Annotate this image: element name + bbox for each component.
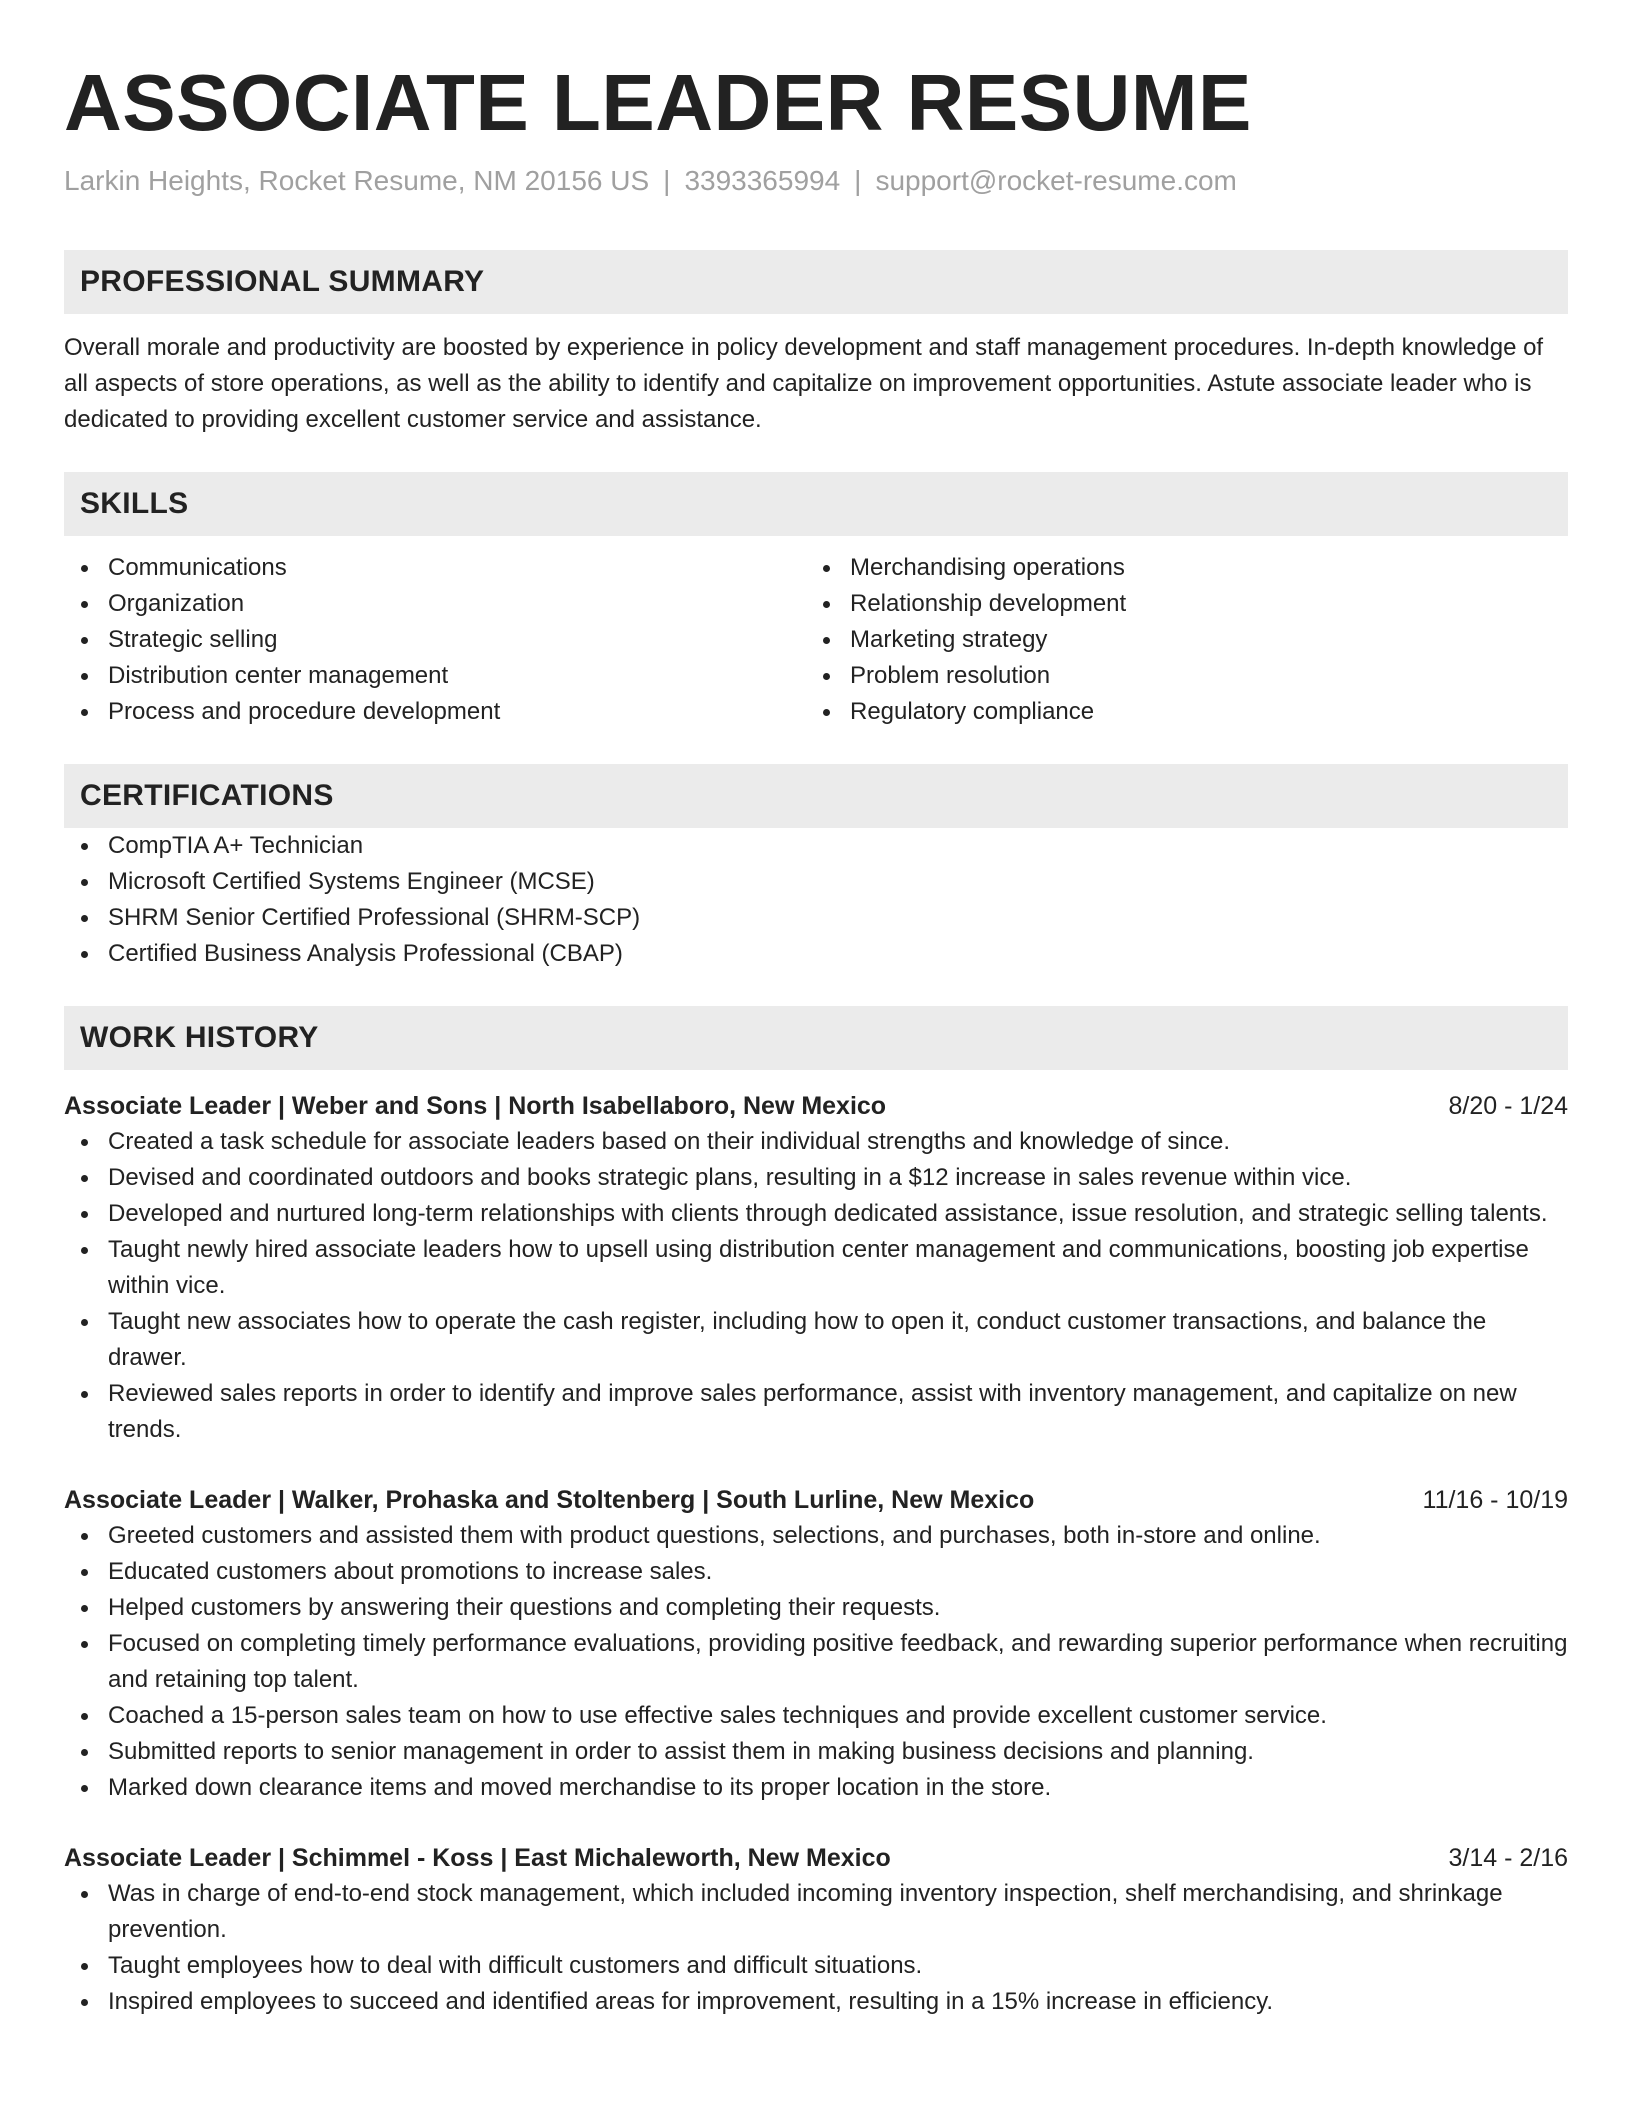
contact-email: support@rocket-resume.com xyxy=(875,165,1237,196)
skills-right-column xyxy=(806,550,1548,730)
job-header xyxy=(64,1088,1568,1124)
contact-separator: | xyxy=(854,165,862,196)
certification-item: SHRM Senior Certified Professional (SHRM-SCP) xyxy=(64,900,1568,936)
job-bullet: Taught newly hired associate leaders how to upsell using distribution center management and communications, boosting job expertise within vice. xyxy=(64,1232,1568,1304)
job-bullet: Was in charge of end-to-end stock management, which included incoming inventory inspection, shelf merchandising, and shrinkage prevention. xyxy=(64,1876,1568,1948)
job-dates: 11/16 - 10/19 xyxy=(1422,1486,1568,1514)
skill-item: Marketing strategy xyxy=(806,622,1548,658)
job-dates: 8/20 - 1/24 xyxy=(1448,1092,1568,1120)
skill-item: Communications xyxy=(64,550,806,586)
job-bullet: Taught employees how to deal with difficult customers and difficult situations. xyxy=(64,1948,1568,1984)
skill-item: Regulatory compliance xyxy=(806,694,1548,730)
resume-title: ASSOCIATE LEADER RESUME xyxy=(64,58,1252,147)
job-bullet: Developed and nurtured long-term relationships with clients through dedicated assistance, issue resolution, and strategic selling talents. xyxy=(64,1196,1568,1232)
skill-item: Problem resolution xyxy=(806,658,1548,694)
certifications-list xyxy=(64,828,1568,972)
job-bullet: Greeted customers and assisted them with product questions, selections, and purchases, both in-store and online. xyxy=(64,1518,1568,1554)
skill-item: Relationship development xyxy=(806,586,1548,622)
contact-address: Larkin Heights, Rocket Resume, NM 20156 US xyxy=(64,165,650,196)
certification-item: CompTIA A+ Technician xyxy=(64,828,1568,864)
job-bullets xyxy=(64,1876,1568,2020)
job-bullet: Submitted reports to senior management in order to assist them in making business decisions and planning. xyxy=(64,1734,1568,1770)
certification-item: Certified Business Analysis Professional (CBAP) xyxy=(64,936,1568,972)
contact-separator: | xyxy=(663,165,671,196)
job-bullet: Marked down clearance items and moved merchandise to its proper location in the store. xyxy=(64,1770,1568,1806)
skills-left-column xyxy=(64,550,806,730)
resume-page xyxy=(64,0,1568,2020)
certification-item: Microsoft Certified Systems Engineer (MCSE) xyxy=(64,864,1568,900)
job-bullets xyxy=(64,1124,1568,1448)
job-bullet: Educated customers about promotions to increase sales. xyxy=(64,1554,1568,1590)
job-bullet: Focused on completing timely performance evaluations, providing positive feedback, and rewarding superior performance when recruiting and retaining top talent. xyxy=(64,1626,1568,1698)
work-history-heading: WORK HISTORY xyxy=(64,1006,1568,1070)
job-bullet: Taught new associates how to operate the cash register, including how to open it, conduct customer transactions, and balance the drawer. xyxy=(64,1304,1568,1376)
summary-heading: PROFESSIONAL SUMMARY xyxy=(64,250,1568,314)
job-header xyxy=(64,1840,1568,1876)
skills-grid xyxy=(64,550,1568,730)
job-bullet: Created a task schedule for associate leaders based on their individual strengths and knowledge of since. xyxy=(64,1124,1568,1160)
skill-item: Merchandising operations xyxy=(806,550,1548,586)
skill-item: Distribution center management xyxy=(64,658,806,694)
job-title: Associate Leader | Weber and Sons | North Isabellaboro, New Mexico xyxy=(64,1092,887,1120)
job-bullets xyxy=(64,1518,1568,1806)
contact-line xyxy=(64,164,1568,198)
job-bullet: Helped customers by answering their questions and completing their requests. xyxy=(64,1590,1568,1626)
skill-item: Process and procedure development xyxy=(64,694,806,730)
job-bullet: Coached a 15-person sales team on how to use effective sales techniques and provide excellent customer service. xyxy=(64,1698,1568,1734)
summary-text: Overall morale and productivity are boosted by experience in policy development and staff management procedures. In-depth knowledge of all aspects of store operations, as well as the ability to identify and capitalize on improvement opportunities. Astute associate leader who is dedicated to providing excellent customer service and assistance. xyxy=(64,334,1544,433)
certifications-heading: CERTIFICATIONS xyxy=(64,764,1568,828)
job-bullet: Reviewed sales reports in order to identify and improve sales performance, assist with inventory management, and capitalize on new trends. xyxy=(64,1376,1568,1448)
job-dates: 3/14 - 2/16 xyxy=(1448,1844,1568,1872)
job-title: Associate Leader | Schimmel - Koss | East Michaleworth, New Mexico xyxy=(64,1844,891,1872)
job-header xyxy=(64,1482,1568,1518)
skills-heading: SKILLS xyxy=(64,472,1568,536)
job-title: Associate Leader | Walker, Prohaska and Stoltenberg | South Lurline, New Mexico xyxy=(64,1486,1035,1514)
skill-item: Strategic selling xyxy=(64,622,806,658)
job-bullet: Devised and coordinated outdoors and books strategic plans, resulting in a $12 increase in sales revenue within vice. xyxy=(64,1160,1568,1196)
contact-phone: 3393365994 xyxy=(684,165,841,196)
job-bullet: Inspired employees to succeed and identified areas for improvement, resulting in a 15% increase in efficiency. xyxy=(64,1984,1568,2020)
skill-item: Organization xyxy=(64,586,806,622)
